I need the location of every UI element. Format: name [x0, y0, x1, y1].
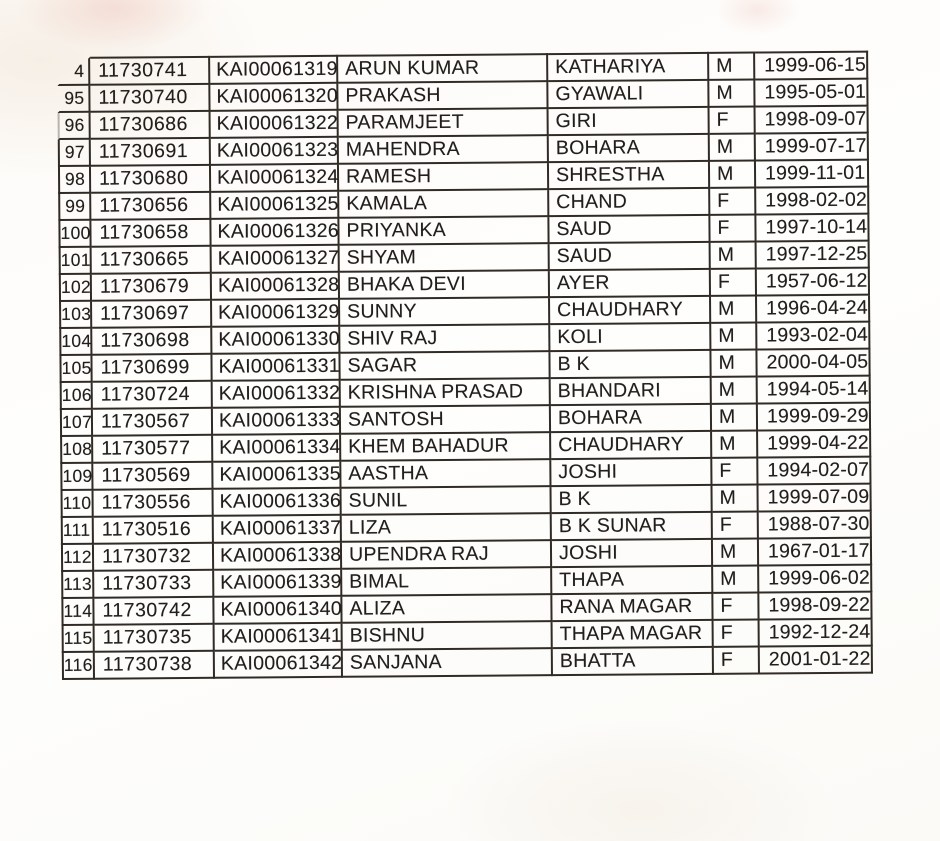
cell-last-name: RANA MAGAR [552, 594, 713, 622]
cell-last-name: B K [550, 351, 711, 379]
cell-last-name: B K SUNAR [552, 513, 713, 541]
cell-student-id: 11730679 [92, 274, 212, 302]
cell-first-name: BIMAL [342, 568, 552, 597]
cell-student-id: 11730516 [94, 517, 214, 545]
cell-gender: F [711, 270, 757, 297]
cell-row-no: 110 [61, 491, 94, 518]
cell-row-no: 97 [58, 140, 91, 167]
cell-last-name: BHATTA [553, 648, 714, 676]
cell-row-no: 116 [62, 653, 95, 680]
cell-registration-code: KAI00061338 [214, 543, 342, 571]
cell-row-no: 106 [60, 383, 93, 410]
cell-student-id: 11730686 [91, 112, 211, 140]
cell-student-id: 11730658 [91, 220, 211, 248]
cell-first-name: SHIV RAJ [340, 325, 550, 354]
cell-gender: M [709, 81, 755, 108]
cell-student-id: 11730733 [94, 571, 214, 599]
cell-dob: 1997-10-14 [756, 215, 869, 243]
cell-first-name: MAHENDRA [339, 136, 549, 165]
cell-row-no: 100 [58, 221, 91, 248]
cell-student-id: 11730680 [91, 166, 211, 194]
cell-registration-code: KAI00061326 [211, 219, 339, 247]
cell-last-name: AYER [550, 270, 711, 298]
cell-registration-code: KAI00061339 [214, 570, 342, 598]
cell-last-name: B K [552, 486, 713, 514]
cell-gender: M [712, 432, 758, 459]
cell-first-name: SHYAM [340, 244, 550, 273]
cell-row-no: 102 [59, 275, 92, 302]
cell-first-name: AASTHA [341, 460, 551, 489]
cell-first-name: BISHNU [343, 622, 553, 651]
cell-last-name: BOHARA [551, 405, 712, 433]
cell-row-no: 95 [57, 86, 90, 113]
cell-dob: 1995-05-01 [755, 80, 868, 108]
cell-student-id: 11730556 [94, 490, 214, 518]
cell-row-no: 111 [61, 518, 94, 545]
cell-dob: 1997-12-25 [757, 242, 870, 270]
cell-registration-code: KAI00061325 [211, 192, 339, 220]
cell-gender: M [709, 52, 755, 81]
cell-student-id: 11730699 [92, 355, 212, 383]
cell-registration-code: KAI00061342 [215, 651, 343, 679]
cell-last-name: KATHARIYA [548, 52, 709, 82]
cell-last-name: SHRESTHA [549, 162, 710, 190]
cell-first-name: KRISHNA PRASAD [341, 379, 551, 408]
cell-student-id: 11730732 [94, 544, 214, 572]
cell-dob: 1998-09-07 [756, 107, 869, 135]
cell-dob: 1998-09-22 [759, 593, 872, 621]
cell-gender: M [713, 540, 759, 567]
cell-registration-code: KAI00061328 [212, 273, 340, 301]
cell-registration-code: KAI00061340 [214, 597, 342, 625]
cell-gender: F [713, 594, 759, 621]
cell-row-no: 98 [58, 167, 91, 194]
cell-student-id: 11730577 [93, 436, 213, 464]
cell-first-name: SUNIL [342, 487, 552, 516]
cell-student-id: 11730740 [90, 85, 210, 113]
cell-first-name: BHAKA DEVI [340, 271, 550, 300]
cell-gender: M [710, 162, 756, 189]
cell-dob: 1992-12-24 [760, 620, 873, 648]
cell-student-id: 11730735 [95, 625, 215, 653]
cell-dob: 1999-07-09 [758, 485, 871, 513]
cell-student-id: 11730742 [94, 598, 214, 626]
cell-gender: M [711, 351, 757, 378]
cell-first-name: KHEM BAHADUR [341, 433, 551, 462]
cell-gender: F [710, 189, 756, 216]
cell-student-id: 11730665 [92, 247, 212, 275]
cell-last-name: BHANDARI [551, 378, 712, 406]
cell-row-no: 96 [58, 113, 91, 140]
cell-dob: 1994-05-14 [758, 377, 871, 405]
cell-dob: 1999-09-29 [758, 404, 871, 432]
cell-last-name: THAPA [552, 567, 713, 595]
cell-student-id: 11730724 [93, 382, 213, 410]
cell-first-name: PARAMJEET [339, 109, 549, 138]
cell-gender: M [710, 135, 756, 162]
cell-row-no: 105 [59, 356, 92, 383]
cell-first-name: SAGAR [340, 352, 550, 381]
cell-first-name: SUNNY [340, 298, 550, 327]
cell-registration-code: KAI00061322 [211, 111, 339, 139]
student-roster-table [57, 51, 873, 680]
cell-row-no: 112 [61, 545, 94, 572]
cell-registration-code: KAI00061323 [211, 138, 339, 166]
cell-row-no: 104 [59, 329, 92, 356]
cell-student-id: 11730698 [92, 328, 212, 356]
cell-gender: F [712, 459, 758, 486]
cell-last-name: THAPA MAGAR [553, 621, 714, 649]
cell-first-name: ARUN KUMAR [338, 53, 548, 84]
cell-last-name: CHAND [549, 189, 710, 217]
cell-dob: 1999-11-01 [756, 161, 869, 189]
cell-gender: M [711, 243, 757, 270]
cell-dob: 1994-02-07 [758, 458, 871, 486]
cell-last-name: SAUD [550, 243, 711, 271]
cell-row-no: 108 [60, 437, 93, 464]
cell-registration-code: KAI00061332 [213, 381, 341, 409]
cell-first-name: KAMALA [339, 190, 549, 219]
cell-dob: 1993-02-04 [757, 323, 870, 351]
cell-last-name: KOLI [550, 324, 711, 352]
cell-first-name: LIZA [342, 514, 552, 543]
cell-dob: 1999-06-15 [755, 51, 868, 81]
cell-row-no: 99 [58, 194, 91, 221]
cell-student-id: 11730741 [90, 56, 210, 86]
cell-student-id: 11730697 [92, 301, 212, 329]
cell-dob: 1998-02-02 [756, 188, 869, 216]
cell-gender: M [712, 405, 758, 432]
cell-dob: 1999-04-22 [758, 431, 871, 459]
cell-row-no: 114 [61, 599, 94, 626]
cell-first-name: SANJANA [343, 649, 553, 678]
cell-row-no: 4 [57, 57, 90, 86]
cell-student-id: 11730569 [93, 463, 213, 491]
cell-gender: M [712, 378, 758, 405]
cell-student-id: 11730567 [93, 409, 213, 437]
cell-gender: F [713, 513, 759, 540]
cell-row-no: 101 [59, 248, 92, 275]
cell-registration-code: KAI00061324 [211, 165, 339, 193]
cell-first-name: ALIZA [342, 595, 552, 624]
cell-dob: 1967-01-17 [759, 539, 872, 567]
cell-registration-code: KAI00061336 [214, 489, 342, 517]
cell-last-name: CHAUDHARY [550, 297, 711, 325]
cell-dob: 1988-07-30 [759, 512, 872, 540]
cell-gender: F [710, 216, 756, 243]
cell-registration-code: KAI00061337 [214, 516, 342, 544]
cell-dob: 2000-04-05 [757, 350, 870, 378]
cell-last-name: JOSHI [551, 459, 712, 487]
cell-row-no: 109 [60, 464, 93, 491]
cell-registration-code: KAI00061334 [213, 435, 341, 463]
cell-gender: M [713, 567, 759, 594]
cell-registration-code: KAI00061331 [212, 354, 340, 382]
cell-row-no: 107 [60, 410, 93, 437]
cell-registration-code: KAI00061335 [213, 462, 341, 490]
cell-registration-code: KAI00061327 [212, 246, 340, 274]
cell-row-no: 115 [62, 626, 95, 653]
cell-first-name: PRIYANKA [339, 217, 549, 246]
cell-last-name: SAUD [549, 216, 710, 244]
cell-gender: M [711, 324, 757, 351]
cell-registration-code: KAI00061319 [210, 55, 338, 85]
cell-first-name: PRAKASH [338, 82, 548, 111]
cell-gender: F [714, 648, 760, 675]
cell-first-name: UPENDRA RAJ [342, 541, 552, 570]
cell-student-id: 11730691 [91, 139, 211, 167]
cell-registration-code: KAI00061330 [212, 327, 340, 355]
cell-last-name: CHAUDHARY [551, 432, 712, 460]
cell-student-id: 11730738 [95, 652, 215, 680]
cell-last-name: GIRI [549, 108, 710, 136]
cell-last-name: BOHARA [549, 135, 710, 163]
table-row [62, 647, 873, 680]
cell-row-no: 113 [61, 572, 94, 599]
cell-dob: 1957-06-12 [757, 269, 870, 297]
cell-registration-code: KAI00061341 [215, 624, 343, 652]
cell-dob: 1999-07-17 [756, 134, 869, 162]
cell-last-name: GYAWALI [548, 81, 709, 109]
cell-gender: F [714, 621, 760, 648]
cell-dob: 2001-01-22 [760, 647, 873, 675]
cell-gender: M [711, 297, 757, 324]
cell-last-name: JOSHI [552, 540, 713, 568]
cell-gender: F [710, 108, 756, 135]
cell-first-name: SANTOSH [341, 406, 551, 435]
cell-student-id: 11730656 [91, 193, 211, 221]
cell-dob: 1999-06-02 [759, 566, 872, 594]
cell-registration-code: KAI00061333 [213, 408, 341, 436]
cell-first-name: RAMESH [339, 163, 549, 192]
cell-registration-code: KAI00061320 [210, 84, 338, 112]
cell-gender: M [712, 486, 758, 513]
cell-registration-code: KAI00061329 [212, 300, 340, 328]
cell-dob: 1996-04-24 [757, 296, 870, 324]
cell-row-no: 103 [59, 302, 92, 329]
